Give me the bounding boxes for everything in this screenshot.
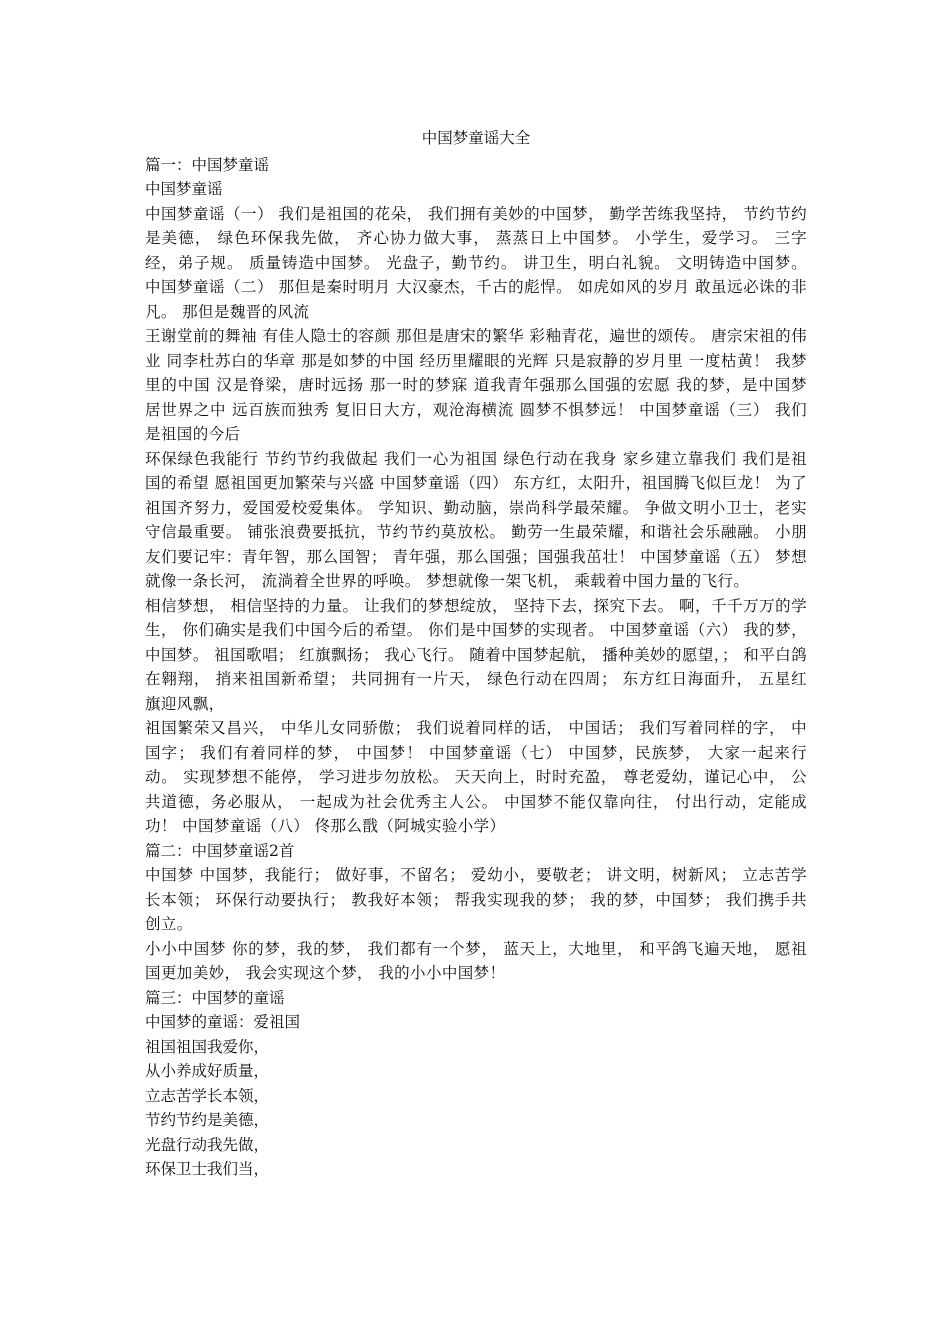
verse-line: 祖国祖国我爱你，: [145, 1037, 270, 1056]
section-heading-3: 篇三：中国梦的童谣: [145, 988, 285, 1007]
verse-line: 节约节约是美德，: [145, 1111, 270, 1129]
paragraph-3: 环保绿色我能行 节约节约我做起 我们一心为祖国 绿色行动在我身 家乡建立靠我们 我们是祖国的希望 愿祖国更加繁荣与兴盛 中国梦童谣（四） 东方红，太阳升，祖国腾飞似巨龙！ 为了祖国齐努力，爱国爱校爱集体。 学知识、勤动脑，崇尚科学最荣耀。 争做文明小卫士，老实守信最重要。 铺张浪费要抵抗，节约节约莫放松。 勤劳一生最荣耀，和谐社会乐融融。 小朋友们要记牢：青年智，那么国智； 青年强，那么国强；国强我茁壮！ 中国梦童谣（五） 梦想就像一条长河， 流淌着全世界的呼唤。 梦想就像一架飞机， 乘载着中国力量的飞行。: [145, 449, 807, 590]
section-heading-1: 篇一：中国梦童谣: [145, 155, 270, 174]
paragraph-5: 祖国繁荣又昌兴， 中华儿女同骄傲； 我们说着同样的话， 中国话； 我们写着同样的字， 中国字； 我们有着同样的梦， 中国梦！ 中国梦童谣（七） 中国梦，民族梦， 大家一起来行动。 实现梦想不能停， 学习进步勿放松。 天天向上，时时充盈， 尊老爱幼，谨记心中， 公共道德，务必服从， 一起成为社会优秀主人公。 中国梦不能仅靠向往， 付出行动，定能成功！ 中国梦童谣（八） 佟那么戬（阿城实验小学）: [145, 719, 807, 835]
paragraph-4: 相信梦想， 相信坚持的力量。 让我们的梦想绽放， 坚持下去，探究下去。 啊，千千万万的学生， 你们确实是我们中国今后的希望。 你们是中国梦的实现者。 中国梦童谣（六） 我的梦， 中国梦。 祖国歌唱； 红旗飘扬； 我心飞行。 随着中国梦起航， 播种美妙的愿望，； 和平白鸽在翱翔， 捎来祖国新希望； 共同拥有一片天， 绿色行动在四周； 东方红日海面升， 五星红旗迎风飘，: [145, 596, 807, 713]
subheading: 中国梦的童谣：爱祖国: [145, 1013, 301, 1031]
verse-line: 环保卫士我们当，: [145, 1160, 270, 1178]
paragraph-7: 小小中国梦 你的梦，我的梦， 我们都有一个梦， 蓝天上，大地里， 和平鸽飞遍天地， 愿祖国更加美妙， 我会实现这个梦， 我的小小中国梦！: [145, 939, 807, 982]
document-page: [145, 126, 807, 1182]
document-title: 中国梦童谣大全: [421, 129, 531, 147]
verse-line: 从小养成好质量，: [145, 1062, 270, 1080]
paragraph-6: 中国梦 中国梦，我能行； 做好事，不留名； 爱幼小，要敬老； 讲文明，树新风； 立志苦学长本领； 环保行动要执行； 教我好本领； 帮我实现我的梦； 我的梦，中国梦； 我们携手共创立。: [145, 866, 807, 933]
section-heading-2: 篇二：中国梦童谣2首: [145, 841, 295, 860]
verse-line: 光盘行动我先做，: [145, 1135, 270, 1154]
paragraph-2: 王谢堂前的舞袖 有佳人隐士的容颜 那但是唐宋的繁华 彩釉青花，遍世的颂传。 唐宗宋祖的伟业 同李杜苏白的华章 那是如梦的中国 经历里耀眼的光辉 只是寂静的岁月里 一度枯黄！ 我梦里的中国 汉是脊梁，唐时远扬 那一时的梦寐 道我青年强那么国强的宏愿 我的梦，是中国梦 居世界之中 远百族而独秀 复旧日大方，观沧海横流 圆梦不惧梦远！ 中国梦童谣（三） 我们是祖国的今后: [145, 327, 807, 443]
subheading: 中国梦童谣: [145, 180, 223, 198]
paragraph-1: 中国梦童谣（一） 我们是祖国的花朵， 我们拥有美妙的中国梦， 勤学苦练我坚持， 节约节约是美德， 绿色环保我先做， 齐心协力做大事， 蒸蒸日上中国梦。 小学生，爱学习。 三字经，弟子规。 质量铸造中国梦。 光盘子，勤节约。 讲卫生，明白礼貌。 文明铸造中国梦。 中国梦童谣（二） 那但是秦时明月 大汉豪杰，千古的彪悍。 如虎如风的岁月 敢虽远必诛的非凡。 那但是魏晋的风流: [145, 204, 807, 321]
verse-line: 立志苦学长本领，: [145, 1086, 270, 1105]
